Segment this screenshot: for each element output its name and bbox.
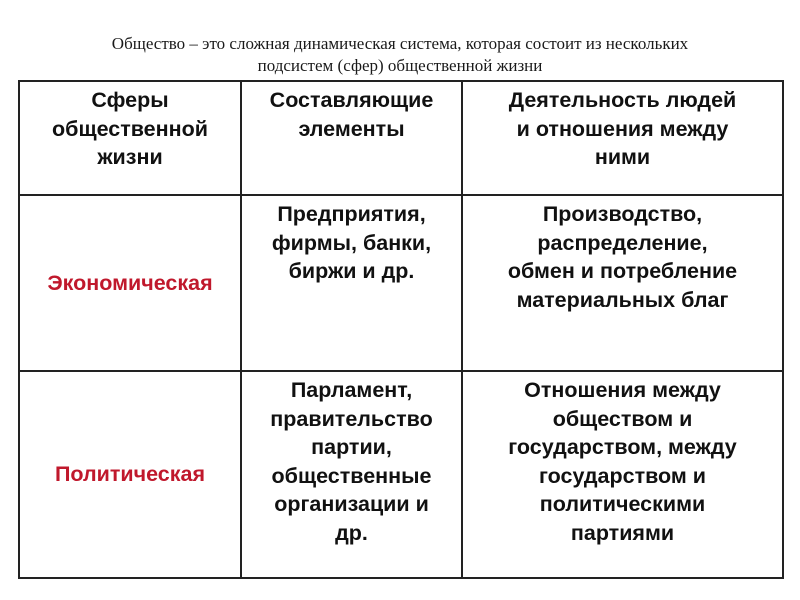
cell-line: Предприятия, [277,202,426,226]
cell-line: партиями [570,520,675,545]
slide-caption [40,33,760,77]
cell-line: распределение, [537,230,708,255]
cell-line: организации и [274,492,429,516]
header-activity-line: Деятельность людей [508,88,737,112]
header-elements-line: элементы [298,116,405,141]
cell-line: партии, [311,435,392,459]
activity-economic [462,195,783,371]
cell-line: государством и [538,463,706,488]
header-spheres-line: Сферы [91,88,169,112]
table-row-political [19,371,783,578]
cell-line: обществом и [552,406,693,431]
header-elements [241,81,462,195]
cell-line: правительство [270,406,433,431]
elements-economic [241,195,462,371]
header-activity [462,81,783,195]
table-header-row [19,81,783,195]
header-spheres [19,81,241,195]
header-activity-line: ними [594,145,651,169]
cell-line: общественные [271,463,432,488]
cell-line: Отношения между [524,378,721,402]
header-spheres-line: общественной [52,116,208,141]
caption-line-2: подсистем (сфер) общественной жизни [257,56,543,75]
cell-line: Парламент, [290,378,413,402]
spheres-table [18,80,784,579]
cell-line: политическими [539,492,706,516]
cell-line: обмен и потребление [507,259,738,283]
cell-line: Производство, [542,202,703,226]
sphere-name-economic: Экономическая [19,195,241,371]
header-elements-line: Составляющие [269,88,434,112]
cell-line: материальных благ [516,287,729,312]
header-activity-line: и отношения между [516,116,729,141]
activity-political [462,371,783,578]
caption-line-1: Общество – это сложная динамическая система, которая состоит из нескольких [111,34,689,53]
cell-line: государством, между [508,435,737,459]
cell-line: фирмы, банки, [271,230,432,255]
sphere-name-political: Политическая [19,371,241,578]
cell-line: др. [335,520,368,545]
header-spheres-line: жизни [97,145,163,169]
table-row-economic [19,195,783,371]
elements-political [241,371,462,578]
cell-line: биржи и др. [288,259,415,283]
